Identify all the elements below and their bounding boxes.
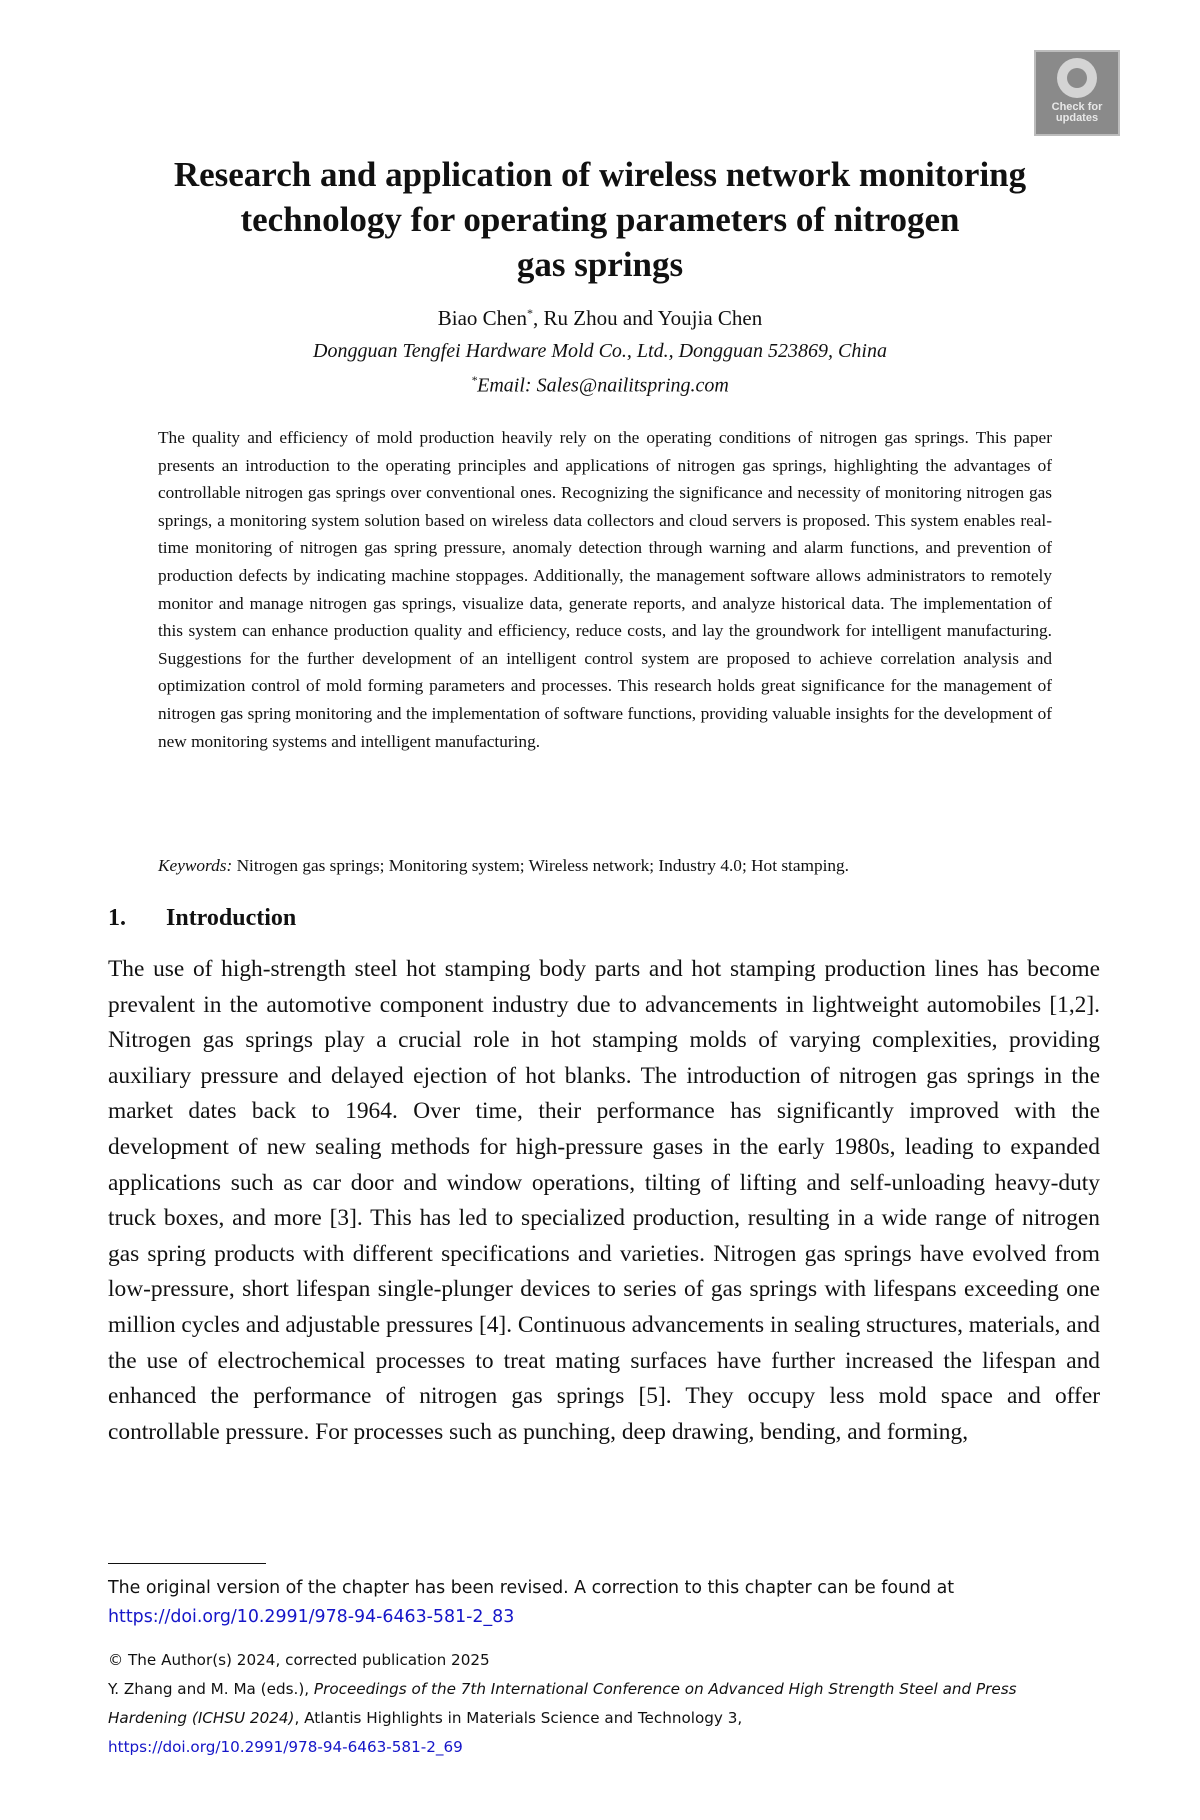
doi-link[interactable]: https://doi.org/10.2991/978-94-6463-581-2_69: [108, 1738, 463, 1756]
series: , Atlantis Highlights in Materials Science and Technology 3,: [294, 1709, 743, 1727]
check-for-updates-badge[interactable]: [1034, 50, 1120, 136]
email-mark: *: [471, 373, 478, 387]
keywords-label: Keywords:: [158, 856, 233, 875]
title-line-2: technology for operating parameters of nitrogen: [240, 200, 960, 239]
corresponding-mark: *: [526, 306, 533, 320]
affiliation: [100, 337, 1100, 401]
section-heading: [108, 901, 1088, 935]
revision-link[interactable]: https://doi.org/10.2991/978-94-6463-581-2_83: [108, 1607, 515, 1627]
editors: Y. Zhang and M. Ma (eds.),: [108, 1680, 310, 1698]
revision-note: [108, 1574, 1100, 1632]
revision-text: The original version of the chapter has been revised. A correction to this chapter can be found at: [108, 1578, 955, 1598]
publication-info: [108, 1646, 1100, 1762]
footnote-divider: [108, 1563, 266, 1564]
email: Email: Sales@nailitspring.com: [477, 374, 729, 397]
keywords-text: Nitrogen gas springs; Monitoring system; Wireless network; Industry 4.0; Hot stamping.: [236, 856, 849, 875]
paper-title: [100, 152, 1100, 287]
copyright: © The Author(s) 2024, corrected publication 2025: [108, 1651, 490, 1669]
section-number: 1.: [108, 905, 126, 931]
check-for-updates-icon: [1057, 58, 1097, 98]
author-first: Biao Chen: [437, 306, 527, 330]
email-line: [100, 366, 1100, 401]
citation: [108, 1675, 1100, 1733]
section-title: Introduction: [166, 905, 297, 931]
badge-label: Check for updates: [1051, 101, 1103, 124]
author-rest: , Ru Zhou and Youjia Chen: [532, 306, 763, 330]
author-list: [100, 300, 1100, 331]
proceedings-title: Proceedings of the 7th International Conference on Advanced High Strength Steel and Press Hardening (ICHSU 2024): [108, 1680, 1017, 1727]
affiliation-line: Dongguan Tengfei Hardware Mold Co., Ltd., Dongguan 523869, China: [313, 340, 887, 362]
keywords: [158, 852, 1052, 879]
abstract: The quality and efficiency of mold production heavily rely on the operating conditions of nitrogen gas springs. This paper presents an introduction to the operating principles and applications of nitrogen gas springs, highlighting the advantages of controllable nitrogen gas springs over conventional ones. Recognizing the significance and necessity of monitoring nitrogen gas springs, a monitoring system solution based on wireless data collectors and cloud servers is proposed. This system enables real-time monitoring of nitrogen gas spring pressure, anomaly detection through warning and alarm functions, and prevention of production defects by indicating machine stoppages. Additionally, the management software allows administrators to remotely monitor and manage nitrogen gas springs, visualize data, generate reports, and analyze historical data. The implementation of this system can enhance production quality and efficiency, reduce costs, and lay the groundwork for intelligent manufacturing. Suggestions for the further development of an intelligent control system are proposed to achieve correlation analysis and optimization control of mold forming parameters and processes. This research holds great significance for the management of nitrogen gas spring monitoring and the implementation of software functions, providing valuable insights for the development of new monitoring systems and intelligent manufacturing.: [158, 428, 1052, 751]
title-line-1: Research and application of wireless network monitoring: [173, 155, 1027, 194]
title-line-3: gas springs: [516, 245, 684, 284]
body-paragraph: The use of high-strength steel hot stamping body parts and hot stamping production lines has become prevalent in the automotive component industry due to advancements in lightweight automobiles [1,2]. Nitrogen gas springs play a crucial role in hot stamping molds of varying complexities, providing auxiliary pressure and delayed ejection of hot blanks. The introduction of nitrogen gas springs in the market dates back to 1964. Over time, their performance has significantly improved with the development of new sealing methods for high-pressure gases in the early 1980s, leading to expanded applications such as car door and window operations, tilting of lifting and self-unloading heavy-duty truck boxes, and more [3]. This has led to specialized production, resulting in a wide range of nitrogen gas spring products with different specifications and varieties. Nitrogen gas springs have evolved from low-pressure, short lifespan single-plunger devices to series of gas springs with lifespans exceeding one million cycles and adjustable pressures [4]. Continuous advancements in sealing structures, materials, and the use of electrochemical processes to treat mating surfaces have further increased the lifespan and enhanced the performance of nitrogen gas springs [5]. They occupy less mold space and offer controllable pressure. For processes such as punching, deep drawing, bending, and forming,: [108, 956, 1100, 1445]
